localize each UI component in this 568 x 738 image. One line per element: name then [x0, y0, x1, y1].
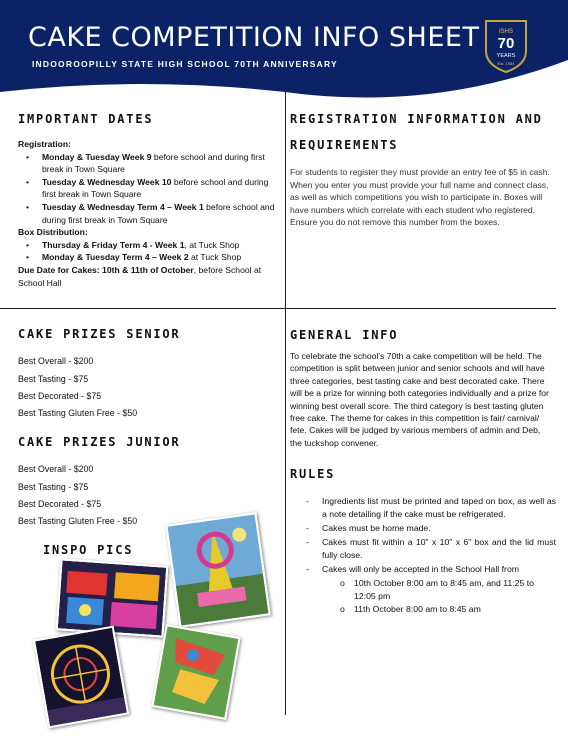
box-distribution-list: [18, 239, 280, 264]
prize-senior-item: Best Overall - $200: [18, 356, 94, 366]
important-dates-heading: IMPORTANT DATES: [18, 112, 154, 126]
inspo-photo-ride: [165, 512, 271, 628]
prize-senior-item: Best Decorated - $75: [18, 391, 102, 401]
due-date-text: Due Date for Cakes: 10th & 11th of October, before School at School Hall: [18, 264, 262, 288]
registration-info-text: For students to register they must provide an entry fee of $5 in cash. When you enter you must provide your full name and connect class, as well as which competitions you wish to participate in. Boxes will have numbers which correlate with each student who registered. Ensure you do not remove this number from the boxes.: [290, 167, 550, 228]
general-info-heading: GENERAL INFO: [290, 328, 399, 342]
registration-info-heading-line2: REQUIREMENTS: [290, 138, 399, 152]
list-item: • Tuesday & Wednesday Term 4 – Week 1 before school and during first break in Town Square: [18, 201, 280, 226]
list-item: - Cakes will only be accepted in the School Hall from: [306, 564, 520, 574]
list-item: • Thursday & Friday Term 4 - Week 1, at Tuck Shop: [18, 239, 280, 252]
list-item: • Tuesday & Wednesday Week 10 before school and during first break in Town Square: [18, 176, 280, 201]
anniversary-badge-logo: ISHS 70 YEARS Est. 1954: [484, 19, 528, 73]
list-item: - Cakes must fit within a 10" x 10" x 6" box and the lid must fully close.: [306, 537, 556, 560]
registration-dates-list: [18, 151, 280, 227]
list-subitem: o 11th October 8:00 am to 8:45 am: [340, 604, 481, 614]
inspo-photo-swing-ride: [151, 624, 240, 720]
rules-list: [306, 495, 556, 616]
registration-info-heading-line1: REGISTRATION INFORMATION AND: [290, 112, 543, 126]
list-item: • Monday & Tuesday Week 9 before school and during first break in Town Square: [18, 151, 280, 176]
inspo-photo-ferris-wheel: [33, 626, 129, 729]
general-info-text: To celebrate the school's 70th a cake competition will be held. The competition is split between junior and senior schools and will have three categories, best tasting cake and best decorated cake. There will be a prize for winning both categories individually and a prize for winning best overall score. The third category is best tasting gluten free cake. The theme for cakes in this competition is fair/ carnival/ fete. Cakes will be judged by various members of admin and Deb, the tuckshop convener.: [290, 351, 549, 448]
page-subtitle: INDOOROOPILLY STATE HIGH SCHOOL 70TH ANNIVERSARY: [32, 59, 338, 69]
rules-heading: RULES: [290, 467, 336, 481]
list-item: - Ingredients list must be printed and taped on box, as well as a note detailing if the cake must be refrigerated.: [306, 496, 556, 519]
prize-junior-item: Best Tasting Gluten Free - $50: [18, 516, 138, 526]
prize-junior-item: Best Tasting - $75: [18, 482, 89, 492]
list-subitem: o 10th October 8:00 am to 8:45 am, and 11:25 to 12:05 pm: [340, 578, 534, 601]
inspo-pics-heading: INSPO PICS: [43, 543, 134, 557]
registration-label: Registration:: [18, 139, 71, 149]
header-banner: [0, 0, 568, 104]
list-item: • Monday & Tuesday Term 4 – Week 2 at Tuck Shop: [18, 251, 280, 264]
prize-junior-item: Best Overall - $200: [18, 464, 94, 474]
prize-senior-item: Best Tasting - $75: [18, 374, 89, 384]
box-distribution-label: Box Distribution:: [18, 227, 88, 238]
prizes-senior-heading: CAKE PRIZES SENIOR: [18, 327, 181, 341]
column-divider: [285, 92, 286, 715]
list-item: - Cakes must be home made.: [306, 523, 431, 533]
page-title: CAKE COMPETITION INFO SHEET: [28, 22, 480, 53]
prize-senior-item: Best Tasting Gluten Free - $50: [18, 408, 138, 418]
row-divider: [0, 308, 556, 309]
prize-junior-item: Best Decorated - $75: [18, 499, 102, 509]
prizes-junior-heading: CAKE PRIZES JUNIOR: [18, 435, 181, 449]
important-dates-section: [18, 138, 280, 289]
